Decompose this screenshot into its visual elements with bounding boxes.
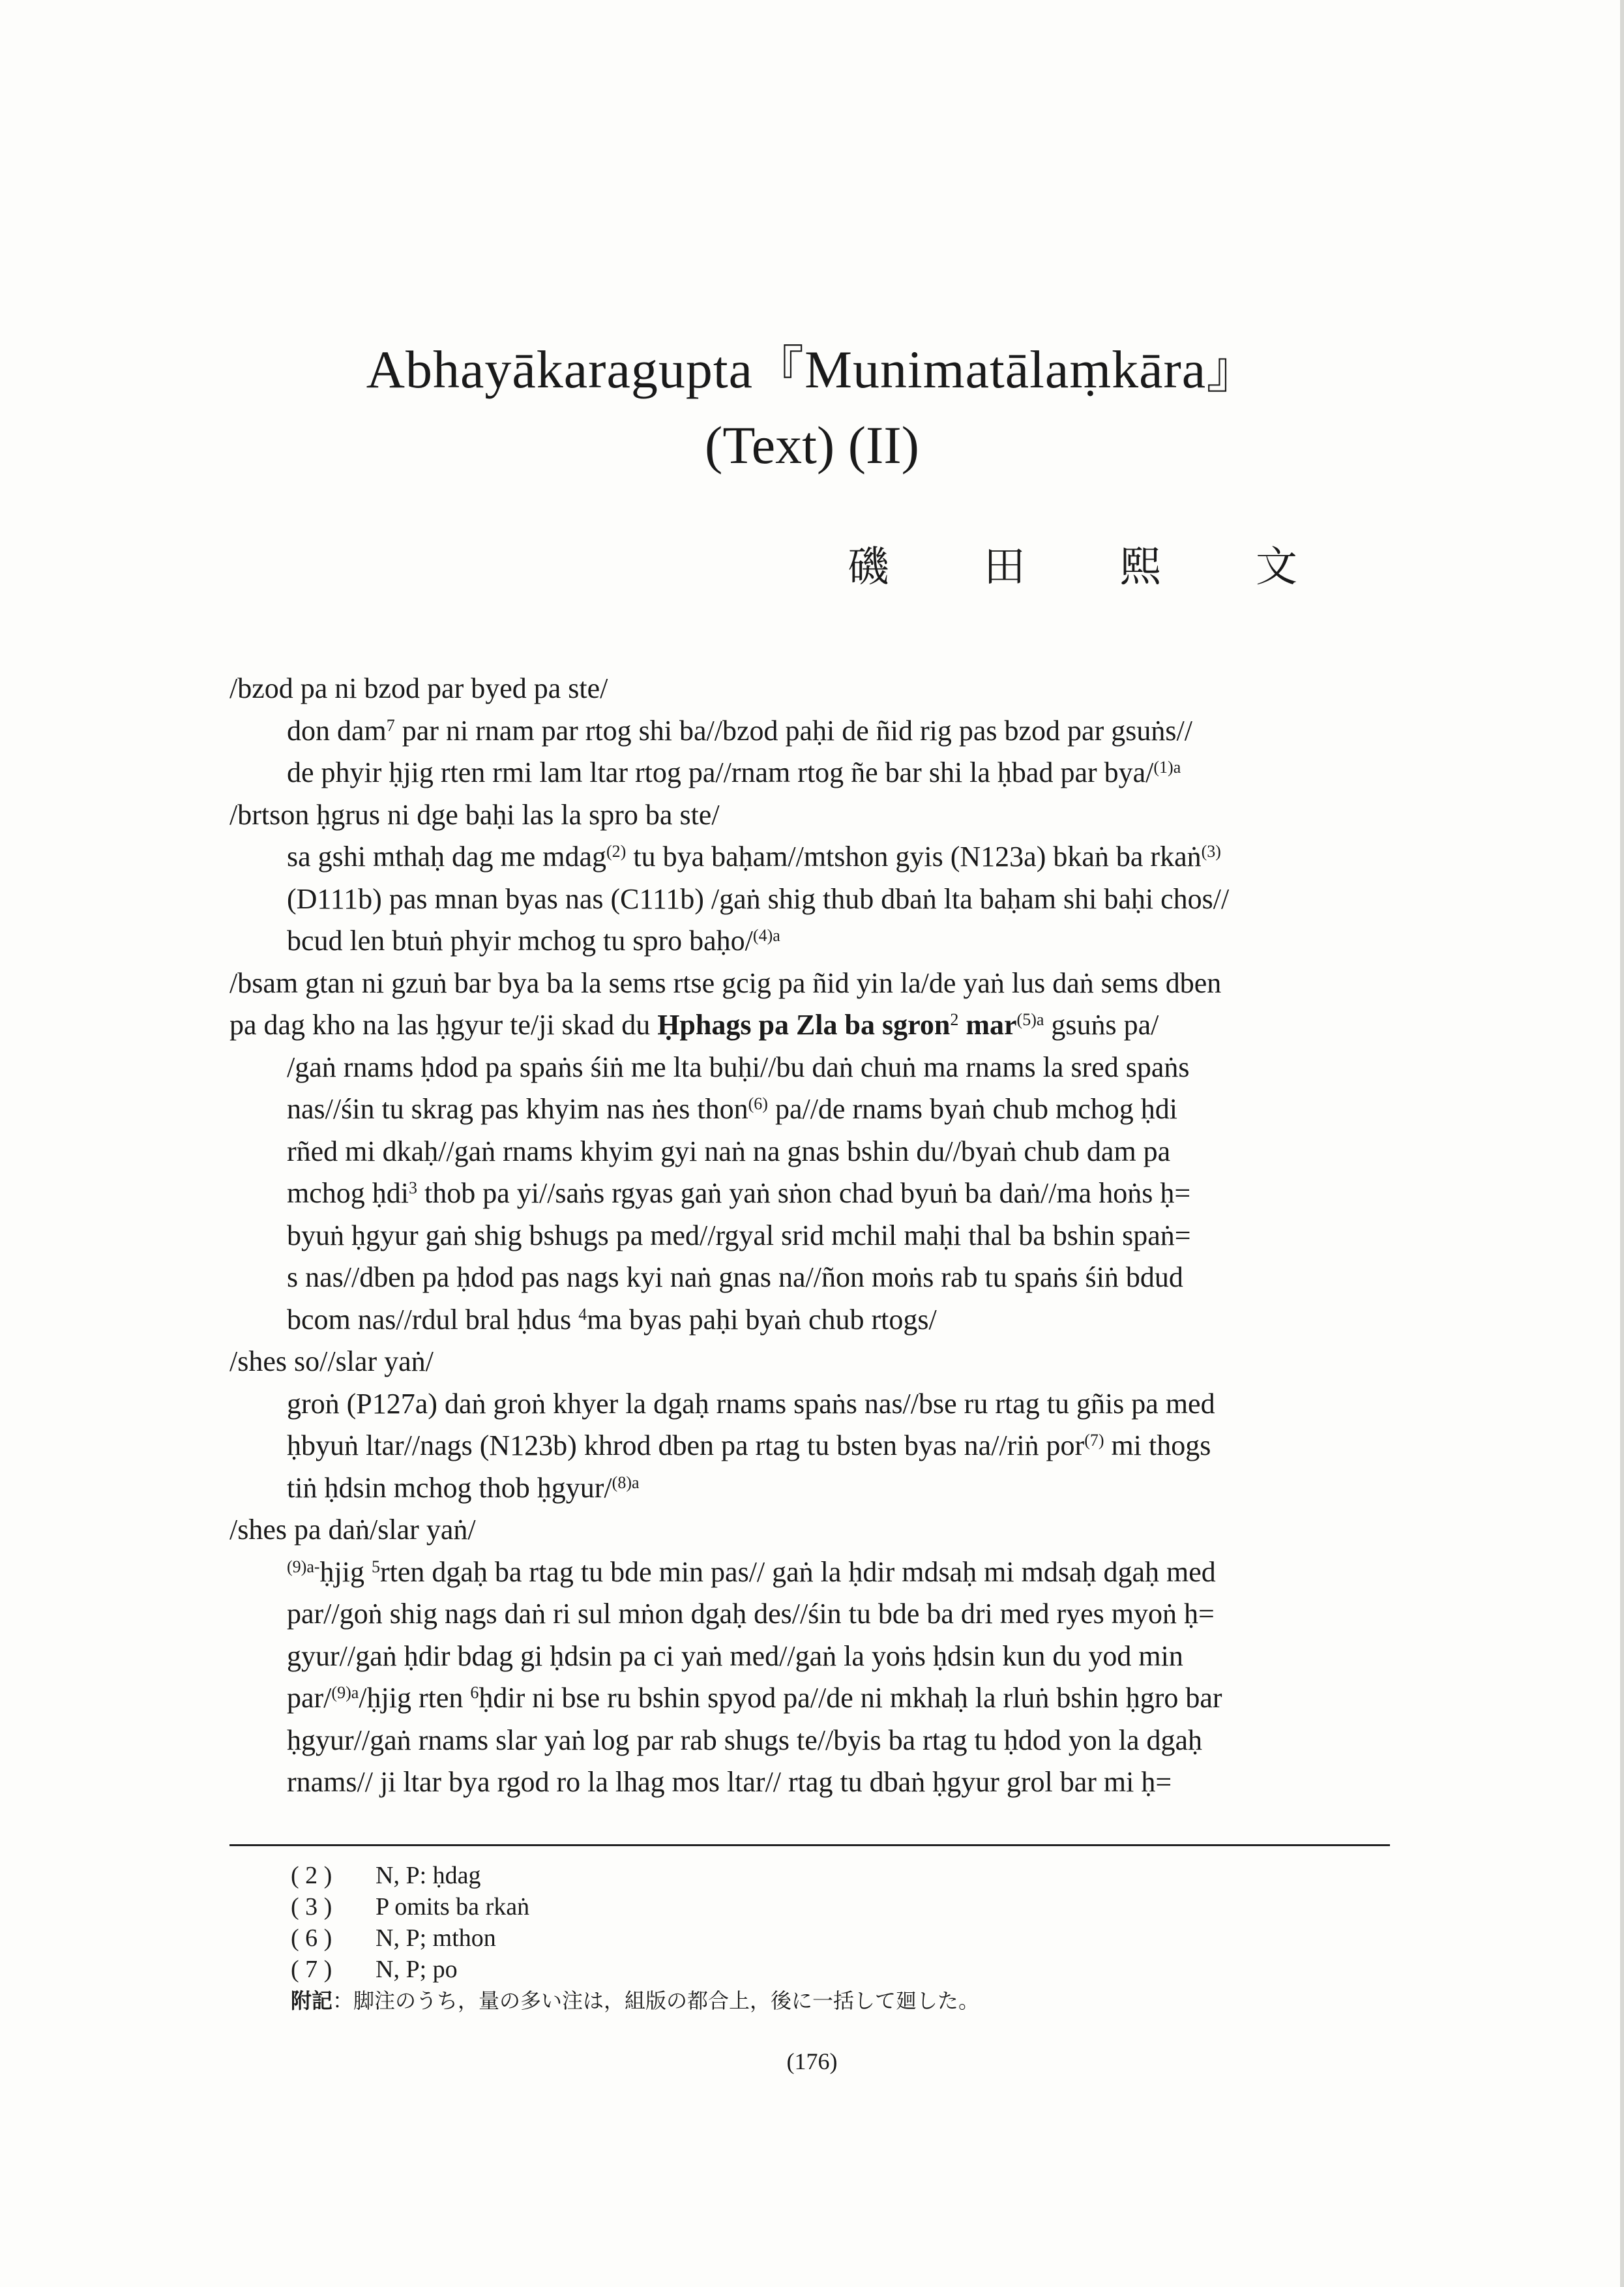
text-run: rñed mi dkaḥ//gaṅ rnams khyim gyi naṅ na gnas bshin du//byaṅ chub dam pa [287, 1135, 1171, 1167]
text-run: /brtson ḥgrus ni dge baḥi las la spro ba ste/ [229, 798, 720, 831]
text-run: /bzod pa ni bzod par byed pa ste/ [229, 672, 608, 704]
footnote-text: N, P; po [376, 1956, 458, 1983]
title-author-name: Abhayākaragupta [366, 340, 754, 399]
text-run: rten dgaḥ ba rtag tu bde min pas// gaṅ la ḥdir mdsaḥ mi mdsaḥ dgaḥ med [379, 1555, 1216, 1588]
text-run: (D111b) pas mnan byas nas (C111b) /gaṅ shig thub dbaṅ lta baḥam shi baḥi chos// [287, 882, 1230, 915]
paper-subtitle: (Text) (II) [705, 415, 919, 475]
footnote-number: ( 6 ) [291, 1924, 332, 1952]
text-line [229, 1257, 1390, 1299]
note-marker: (6) [748, 1094, 768, 1113]
text-bold: Ḥphags pa Zla ba sgron [657, 1009, 951, 1041]
footnotes [291, 1860, 1334, 2016]
text-run: de phyir ḥjig rten rmi lam ltar rtog pa//rnam rtog ñe bar shi la ḥbad par bya/ [287, 756, 1154, 788]
note-marker: 5 [371, 1557, 380, 1576]
author-char: 田 [983, 543, 1026, 591]
text-run: tu bya baḥam//mtshon gyis (N123a) bkaṅ ba rkaṅ [626, 841, 1202, 873]
footnote-number: ( 2 ) [291, 1862, 332, 1889]
text-run: ḥdir ni bse ru bshin spyod pa//de ni mkhaḥ la rluṅ bshin ḥgro bar [479, 1682, 1222, 1714]
appendix-note [291, 1985, 1334, 2016]
text-line [229, 1341, 1390, 1383]
text-line [229, 1720, 1390, 1762]
note-marker: (1)a [1153, 758, 1181, 777]
text-line [229, 1593, 1390, 1636]
text-line [229, 1383, 1390, 1426]
text-run: gyur//gaṅ ḥdir bdag gi ḥdsin pa ci yaṅ med//gaṅ la yoṅs ḥdsin kun du yod min [287, 1639, 1183, 1672]
footnote-text: N, P: ḥdag [376, 1862, 481, 1889]
note-marker: 2 [950, 1010, 959, 1029]
note-marker: (9)a- [287, 1557, 320, 1576]
title-work-name: Munimatālaṃkāra [805, 340, 1207, 399]
footnote-number: ( 3 ) [291, 1893, 332, 1921]
note-marker: 7 [386, 715, 395, 735]
footnote [291, 1954, 1334, 1985]
text-line [229, 1047, 1390, 1089]
text-line [229, 1004, 1390, 1047]
text-run: byuṅ ḥgyur gaṅ shig bshugs pa med//rgyal srid mchil maḥi thal ba bshin spaṅ= [287, 1219, 1191, 1251]
author-char: 磯 [848, 543, 889, 591]
footnote-rule [229, 1844, 1390, 1846]
text-line [229, 920, 1390, 963]
author-name [848, 533, 1297, 593]
title-open-bracket: 『 [753, 341, 805, 400]
text-run: pa dag kho na las ḥgyur te/ji skad du [229, 1009, 658, 1041]
text-line [229, 1088, 1390, 1131]
text-run: /shes pa daṅ/slar yaṅ/ [229, 1514, 476, 1546]
appendix-note-label: 附記 [291, 1988, 333, 2013]
text-run: /bsam gtan ni gzuṅ bar bya ba la sems rtse gcig pa ñid yin la/de yaṅ lus daṅ sems dben [229, 966, 1222, 999]
text-run: par//goṅ shig nags daṅ ri sul mṅon dgaḥ des//śin tu bde ba dri med ryes myoṅ ḥ= [287, 1598, 1215, 1630]
text-run: /gaṅ rnams ḥdod pa spaṅs śiṅ me lta buḥi//bu daṅ chuṅ ma rnams la sred spaṅs [287, 1051, 1190, 1083]
text-line [229, 710, 1390, 753]
text-run: ḥjig [319, 1555, 372, 1588]
paper-title [0, 329, 1624, 402]
text-line [229, 1215, 1390, 1257]
text-line [229, 963, 1390, 1005]
note-marker: 4 [578, 1304, 587, 1324]
text-run: thob pa yi//saṅs rgyas gaṅ yaṅ sṅon chad byuṅ ba daṅ//ma hoṅs ḥ= [417, 1177, 1191, 1209]
text-run: mi thogs [1104, 1429, 1211, 1461]
text-run: nas//śin tu skrag pas khyim nas ṅes thon [287, 1093, 748, 1125]
text-line [229, 794, 1390, 837]
text-line [229, 1467, 1390, 1510]
text-run: tiṅ ḥdsin mchog thob ḥgyur/ [287, 1471, 612, 1504]
text-line [229, 1636, 1390, 1678]
text-line [229, 878, 1390, 921]
text-run: ḥbyuṅ ltar//nags (N123b) khrod dben pa rtag tu bsten byas na//riṅ por [287, 1429, 1085, 1461]
text-run: bcud len btuṅ phyir mchog tu spro baḥo/ [287, 925, 753, 957]
author-char: 熙 [1119, 543, 1162, 591]
text-run: s nas//dben pa ḥdod pas nags kyi naṅ gnas na//ñon moṅs rab tu spaṅs śiṅ bdud [287, 1261, 1183, 1293]
text-line [229, 668, 1390, 710]
text-run: don dam [287, 714, 387, 747]
text-run: sa gshi mthaḥ dag me mdag [287, 841, 607, 873]
text-line [229, 1425, 1390, 1467]
text-run: mchog ḥdi [287, 1177, 409, 1209]
text-run: ḥgyur//gaṅ rnams slar yaṅ log par rab shugs te//byis ba rtag tu ḥdod yon la dgaḥ [287, 1724, 1203, 1756]
text-line [229, 1173, 1390, 1215]
appendix-note-text: ：脚注のうち，量の多い注は，組版の都合上，後に一括して廻した。 [332, 1988, 980, 2013]
note-marker: (8)a [612, 1472, 640, 1492]
page-number: (176) [786, 2048, 838, 2074]
text-run: gsuṅs pa/ [1044, 1009, 1159, 1041]
text-run: pa//de rnams byaṅ chub mchog ḥdi [767, 1093, 1178, 1125]
text-run: rnams// ji ltar bya rgod ro la lhag mos ltar// rtag tu dbaṅ ḥgyur grol bar mi ḥ= [287, 1766, 1172, 1798]
footnote-text: P omits ba rkaṅ [376, 1893, 530, 1921]
footnote-text: N, P; mthon [376, 1924, 496, 1952]
note-marker: (5)a [1016, 1010, 1044, 1029]
note-marker: (2) [606, 842, 627, 861]
note-marker: 3 [408, 1178, 417, 1197]
text-line [229, 1551, 1390, 1594]
body-text [229, 668, 1390, 1804]
footnote [291, 1922, 1334, 1954]
title-close-bracket: 』 [1206, 341, 1258, 400]
text-line [229, 752, 1390, 794]
author-char: 文 [1255, 543, 1297, 591]
text-run: par/ [287, 1682, 332, 1714]
text-line [229, 1509, 1390, 1551]
text-line [229, 1677, 1390, 1720]
text-line [229, 1131, 1390, 1173]
text-run: bcom nas//rdul bral ḥdus [287, 1303, 579, 1336]
note-marker: (4)a [752, 926, 780, 945]
text-line [229, 1761, 1390, 1804]
note-marker: (9)a [331, 1683, 359, 1702]
text-run: ma byas paḥi byaṅ chub rtogs/ [587, 1303, 937, 1336]
footnote [291, 1891, 1334, 1922]
text-run: /ḥjig rten [359, 1682, 471, 1714]
note-marker: 6 [470, 1683, 479, 1702]
note-marker: (7) [1084, 1431, 1104, 1450]
text-line [229, 1299, 1390, 1341]
text-run: par ni rnam par rtog shi ba//bzod paḥi de ñid rig pas bzod par gsuṅs// [394, 714, 1192, 747]
text-run: groṅ (P127a) daṅ groṅ khyer la dgaḥ rnams spaṅs nas//bse ru rtag tu gñis pa med [287, 1387, 1215, 1420]
footnote [291, 1860, 1334, 1891]
text-bold: mar [958, 1009, 1017, 1041]
text-line [229, 836, 1390, 878]
text-run: /shes so//slar yaṅ/ [229, 1345, 434, 1377]
note-marker: (3) [1201, 842, 1221, 861]
footnote-number: ( 7 ) [291, 1956, 332, 1983]
